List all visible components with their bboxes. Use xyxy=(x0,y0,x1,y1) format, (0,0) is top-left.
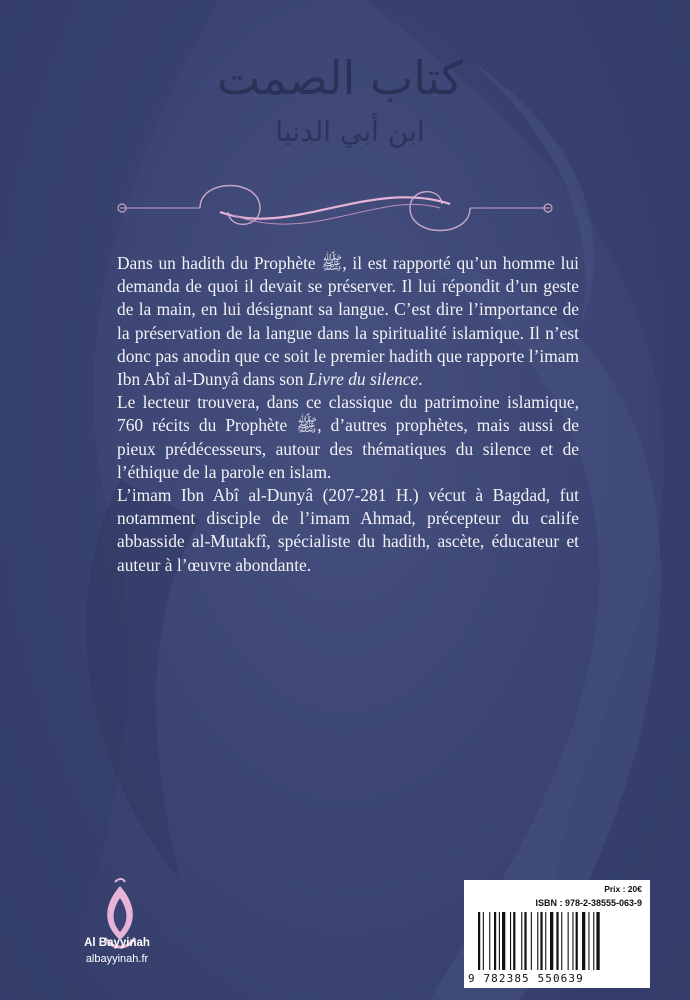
publisher-url: albayyinah.fr xyxy=(85,953,149,965)
barcode-number: 9 782385 550639 xyxy=(468,972,584,985)
arabic-title: كتاب الصمت xyxy=(216,51,464,105)
publisher-name: Al Bayyinah xyxy=(84,937,150,949)
barcode-panel xyxy=(464,880,650,988)
isbn-label: ISBN : 978-2-38555-063-9 xyxy=(535,898,642,908)
book-title-italic: Livre du silence xyxy=(307,369,419,390)
paragraph-1-end: . xyxy=(418,369,423,390)
price-label: Prix : 20€ xyxy=(604,884,642,894)
arabic-author: ابن أبي الدنيا xyxy=(275,115,425,148)
description-text xyxy=(117,252,579,577)
paragraph-3: L’imam Ibn Abî al-Dunyâ (207-281 H.) vécut à Bagdad, fut notamment disciple de l’imam Ahmad, précepteur du calife abbasside al-Mutakfî, spécialiste du hadith, ascète, éducateur et auteur à l’œuvre abondante. xyxy=(117,485,579,575)
paragraph-1 xyxy=(117,252,579,391)
ornament-divider xyxy=(110,168,560,248)
barcode-icon xyxy=(476,912,638,972)
paragraph-2: Le lecteur trouvera, dans ce classique du patrimoine islamique, 760 récits du Prophète ﷺ, d’autres prophètes, mais aussi de pieux prédécesseurs, autour des thématiques du silence et de l’éthique de la parole en islam. xyxy=(117,392,579,482)
paragraph-1-text: Dans un hadith du Prophète ﷺ, il est rapporté qu’un homme lui demanda de quoi il devait se préserver. Il lui répondit d’un geste de la main, en lui désignant sa langue. C’est dire l’importance de la préservation de la langue dans la spiritualité islamique. Il n’est donc pas anodin que ce soit le premier hadith que rapporte l’imam Ibn Abî al-Dunyâ dans son xyxy=(117,253,579,390)
